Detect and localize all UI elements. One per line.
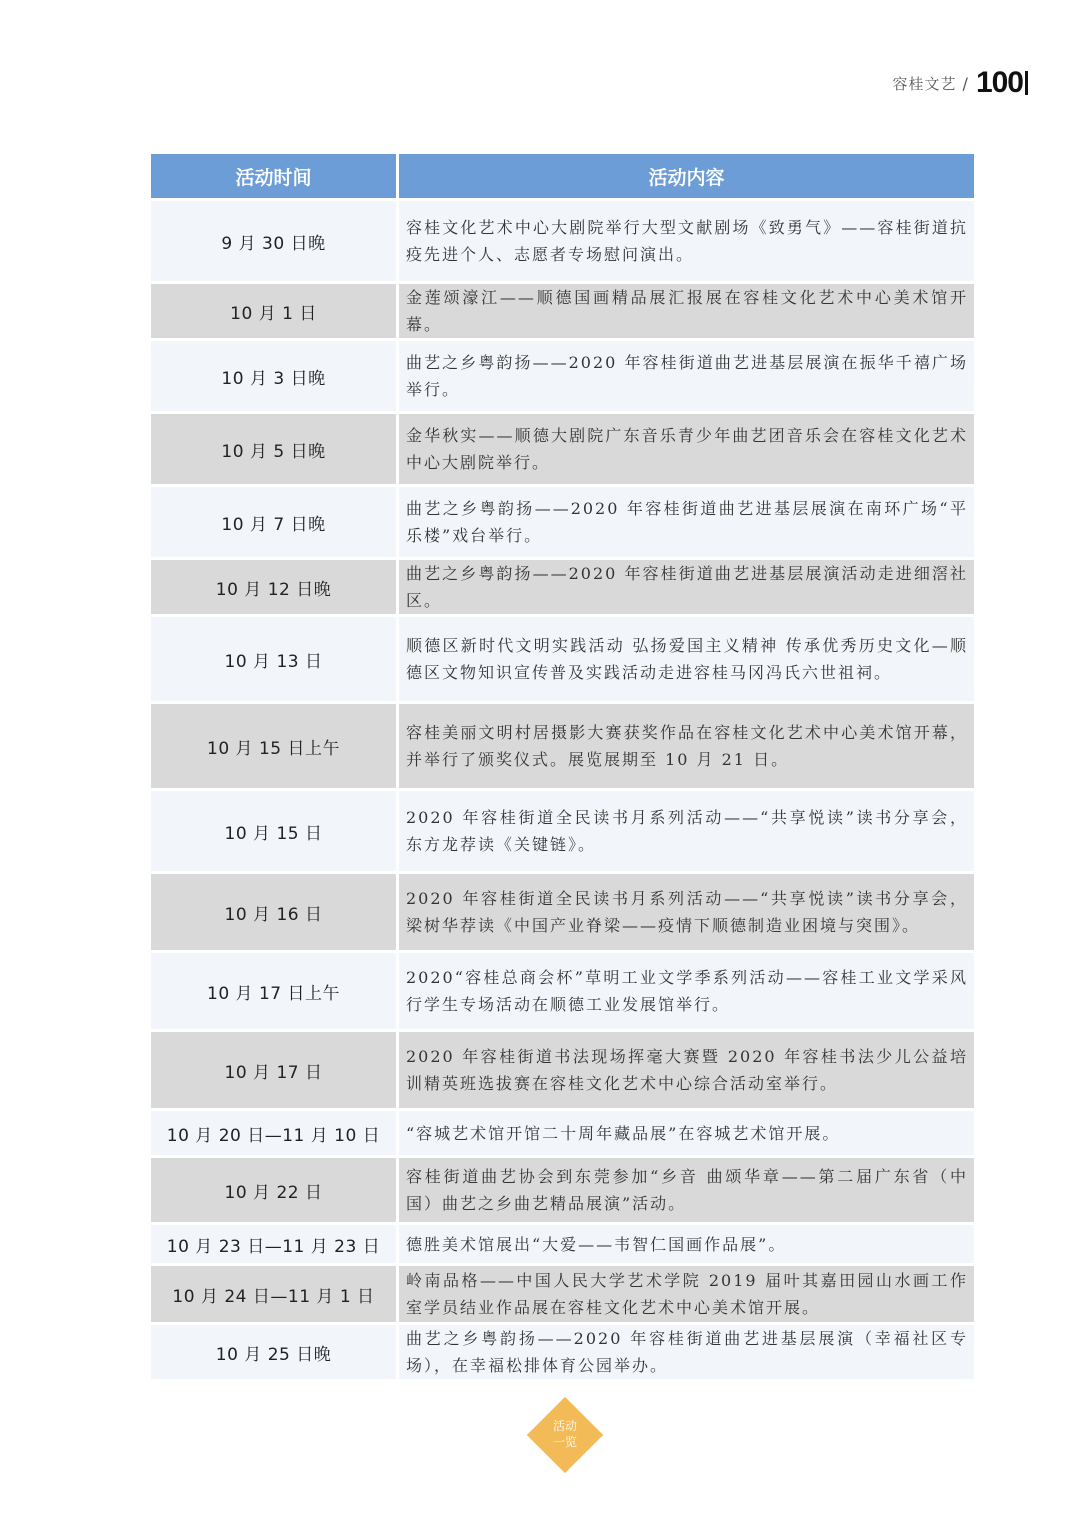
event-content: 曲艺之乡粤韵扬——2020 年容桂街道曲艺进基层展演在南环广场“平乐楼”戏台举行。 (399, 487, 974, 557)
event-content: 2020 年容桂街道全民读书月系列活动——“共享悦读”读书分享会，梁树华荐读《中国产业脊梁——疫情下顺德制造业困境与突围》。 (399, 874, 974, 950)
event-date: 10 月 17 日 (151, 1032, 399, 1108)
section-badge (528, 1398, 602, 1472)
event-content: 岭南品格——中国人民大学艺术学院 2019 届叶其嘉田园山水画工作室学员结业作品展在容桂文化艺术中心美术馆开展。 (399, 1266, 974, 1322)
table-row (151, 1158, 974, 1222)
event-content: 2020 年容桂街道书法现场挥毫大赛暨 2020 年容桂书法少儿公益培训精英班选拔赛在容桂文化艺术中心综合活动室举行。 (399, 1032, 974, 1108)
event-date: 10 月 13 日 (151, 617, 399, 701)
table-row (151, 704, 974, 788)
section-badge-line2: 一览 (552, 1435, 577, 1449)
event-date: 9 月 30 日晚 (151, 201, 399, 281)
event-content: 曲艺之乡粤韵扬——2020 年容桂街道曲艺进基层展演活动走进细滘社区。 (399, 560, 974, 614)
table-body (151, 201, 974, 1379)
event-date: 10 月 16 日 (151, 874, 399, 950)
event-content: 容桂文化艺术中心大剧院举行大型文献剧场《致勇气》——容桂街道抗疫先进个人、志愿者专场慰问演出。 (399, 201, 974, 281)
event-date: 10 月 3 日晚 (151, 341, 399, 411)
table-row (151, 341, 974, 411)
magazine-title: 容桂文艺 (892, 74, 957, 93)
table-row (151, 487, 974, 557)
header-separator: / (962, 73, 968, 93)
table-row (151, 284, 974, 338)
table-row (151, 201, 974, 281)
table-row (151, 1111, 974, 1155)
event-date: 10 月 1 日 (151, 284, 399, 338)
event-content: 容桂美丽文明村居摄影大赛获奖作品在容桂文化艺术中心美术馆开幕，并举行了颁奖仪式。展览展期至 10 月 21 日。 (399, 704, 974, 788)
table-row (151, 791, 974, 871)
page-header (893, 66, 1028, 100)
event-content: “容城艺术馆开馆二十周年藏品展”在容城艺术馆开展。 (399, 1111, 974, 1155)
table-row (151, 414, 974, 484)
section-badge-label (528, 1418, 602, 1450)
page-number: 100 (975, 66, 1023, 99)
event-date: 10 月 15 日上午 (151, 704, 399, 788)
table-row (151, 617, 974, 701)
event-date: 10 月 23 日—11 月 23 日 (151, 1225, 399, 1263)
column-header-time: 活动时间 (151, 154, 399, 198)
event-content: 德胜美术馆展出“大爱——韦智仁国画作品展”。 (399, 1225, 974, 1263)
table-row (151, 1032, 974, 1108)
events-table (151, 151, 974, 1382)
table-row (151, 1325, 974, 1379)
event-content: 顺德区新时代文明实践活动 弘扬爱国主义精神 传承优秀历史文化—顺德区文物知识宣传普及实践活动走进容桂马冈冯氏六世祖祠。 (399, 617, 974, 701)
event-content: 曲艺之乡粤韵扬——2020 年容桂街道曲艺进基层展演（幸福社区专场），在幸福松排体育公园举办。 (399, 1325, 974, 1379)
table-row (151, 953, 974, 1029)
table-row (151, 560, 974, 614)
table-row (151, 1225, 974, 1263)
column-header-content: 活动内容 (399, 154, 974, 198)
event-date: 10 月 25 日晚 (151, 1325, 399, 1379)
section-badge-line1: 活动 (552, 1419, 577, 1433)
event-content: 金莲颂濠江——顺德国画精品展汇报展在容桂文化艺术中心美术馆开幕。 (399, 284, 974, 338)
event-date: 10 月 5 日晚 (151, 414, 399, 484)
event-content: 容桂街道曲艺协会到东莞参加“乡音 曲颂华章——第二届广东省（中国）曲艺之乡曲艺精品展演”活动。 (399, 1158, 974, 1222)
event-content: 2020 年容桂街道全民读书月系列活动——“共享悦读”读书分享会，东方龙荐读《关键链》。 (399, 791, 974, 871)
event-date: 10 月 22 日 (151, 1158, 399, 1222)
event-date: 10 月 17 日上午 (151, 953, 399, 1029)
event-content: 金华秋实——顺德大剧院广东音乐青少年曲艺团音乐会在容桂文化艺术中心大剧院举行。 (399, 414, 974, 484)
table-row (151, 874, 974, 950)
event-date: 10 月 15 日 (151, 791, 399, 871)
event-content: 曲艺之乡粤韵扬——2020 年容桂街道曲艺进基层展演在振华千禧广场举行。 (399, 341, 974, 411)
event-date: 10 月 24 日—11 月 1 日 (151, 1266, 399, 1322)
table-header-row (151, 154, 974, 198)
table-row (151, 1266, 974, 1322)
event-content: 2020“容桂总商会杯”草明工业文学季系列活动——容桂工业文学采风行学生专场活动在顺德工业发展馆举行。 (399, 953, 974, 1029)
page-number-bar (1025, 71, 1028, 95)
event-date: 10 月 12 日晚 (151, 560, 399, 614)
event-date: 10 月 7 日晚 (151, 487, 399, 557)
event-date: 10 月 20 日—11 月 10 日 (151, 1111, 399, 1155)
